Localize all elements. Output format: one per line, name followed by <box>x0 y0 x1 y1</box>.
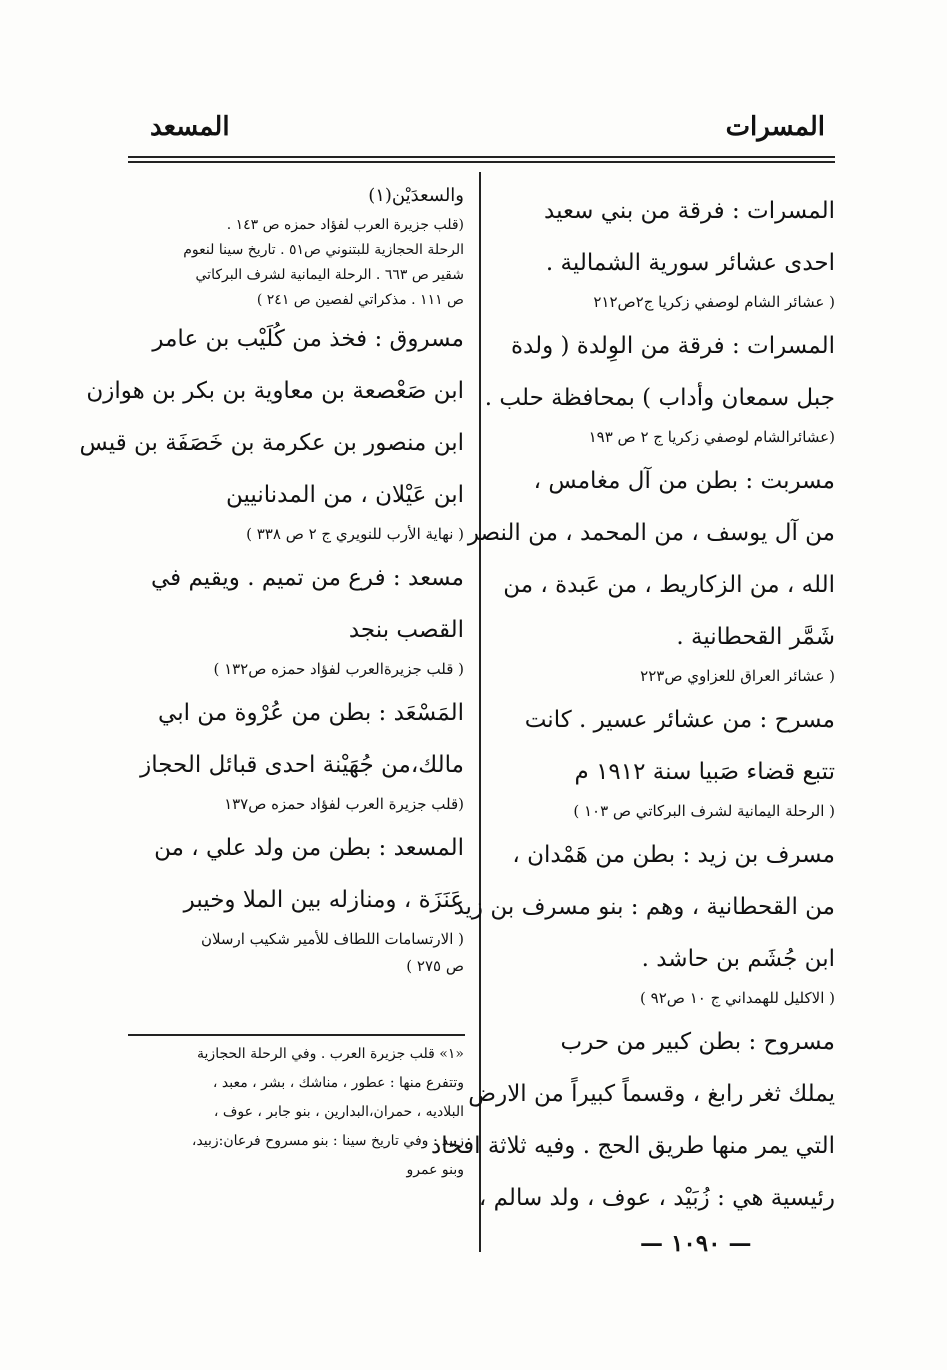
entry-source: (قلب جزيرة العرب لفؤاد حمزه ص١٣٧ <box>224 795 464 813</box>
entry-line: تتبع قضاء صَبيا سنة ١٩١٢ م <box>574 759 835 785</box>
entry-source: ( عشائر العراق للعزاوي ص٢٢٣ <box>640 667 835 685</box>
entry-line: من القحطانية ، وهم : بنو مسرف بن زيد <box>453 894 835 920</box>
entry-line: ابن صَعْصعة بن معاوية بن بكر بن هوازن <box>86 378 464 404</box>
entry-line: ابن عَيْلان ، من المدنانيين <box>225 482 464 508</box>
footnote <box>118 1040 464 1185</box>
entry-headline: مسروح : بطن كبير من حرب <box>560 1029 835 1055</box>
entry-headline: المسرات : فرقة من الوِلدة ( ولدة <box>510 333 835 359</box>
entry-line: عَنَزَة ، ومنازله بين الملا وخيبر <box>183 887 464 913</box>
footnote-line: وتتفرع منها : عطور ، مناشك ، بشر ، معبد ، <box>212 1075 464 1091</box>
entry-headline: مسروق : فخذ من كُلَيْب بن عامر <box>152 326 464 352</box>
entry-source: (عشائرالشام لوصفي زكريا ج ٢ ص ١٩٣ <box>588 428 835 446</box>
entry-line: شَمَّر القحطانية . <box>676 624 835 650</box>
header-rule-top <box>128 156 835 158</box>
entry-line: من آل يوسف ، من المحمد ، من النصر <box>467 520 835 546</box>
entry-headline: المسعد : بطن من ولد علي ، من <box>154 835 464 861</box>
entry-source: ص ٢٧٥ ) <box>406 957 464 975</box>
entry-source: ( الرحلة اليمانية لشرف البركاتي ص ١٠٣ ) <box>573 802 835 820</box>
entry-line: التي يمر منها طريق الحج . وفيه ثلاثة افخاذ <box>431 1133 835 1159</box>
entry-line: الله ، من الزكاريط ، من عَبدة ، من <box>503 572 835 598</box>
entry-source: ( نهاية الأرب للنويري ج ٢ ص ٣٣٨ ) <box>246 525 464 543</box>
entry-headline: المسرات : فرقة من بني سعيد <box>544 198 835 224</box>
header-rule-bottom <box>128 161 835 163</box>
running-header-right: المسرات <box>725 112 825 142</box>
running-header-left: المسعد <box>150 112 230 142</box>
entry-source: (قلب جزيرة العرب لفؤاد حمزه ص ١٤٣ . <box>226 217 464 233</box>
entry-headline: مسعد : فرع من تميم . ويقيم في <box>151 565 464 591</box>
entry-line: جبل سمعان وأداب ) بمحافظة حلب . <box>484 385 835 411</box>
footnote-line: وبنو عمرو <box>406 1162 464 1178</box>
entry-source: ( الارتسامات اللطاف للأمير شكيب ارسلان <box>200 930 464 948</box>
entry-headline: مسرح : من عشائر عسير . كانت <box>524 707 835 733</box>
entry-continuation: والسعدَيْن(١) <box>368 185 464 206</box>
entry-line: احدى عشائر سورية الشمالية . <box>545 250 835 276</box>
footnote-line: البلاديه ، حمران،البدارين ، بنو جابر ، عوف ، <box>213 1104 464 1120</box>
entry-headline: مسرف بن زيد : بطن من هَمْدان ، <box>512 842 835 868</box>
entry-line: ابن جُشَم بن حاشد . <box>641 946 835 972</box>
left-column <box>79 182 464 984</box>
entry-source: ( قلب جزيرةالعرب لفؤاد حمزه ص١٣٢ ) <box>213 660 464 678</box>
entry-source: ( الاكليل للهمداني ج ١٠ ص٩٢ ) <box>640 989 835 1007</box>
entry-source: الرحلة الحجازية للبتنوني ص٥١ . تاريخ سينا لنعوم <box>183 242 464 258</box>
entry-line: القصب بنجد <box>348 617 464 643</box>
entry-source: ص ١١١ . مذكراتي لفصين ص ٢٤١ ) <box>256 292 464 308</box>
entry-source: ( عشائر الشام لوصفي زكريا ج٢ص٢١٢ <box>593 293 835 311</box>
entry-line: يملك ثغر رابغ ، وقسماً كبيراً من الارض <box>468 1081 835 1107</box>
entry-headline: مسربت : بطن من آل مغامس ، <box>533 468 835 494</box>
entry-headline: المَسْعَد : بطن من عُرْوة من ابي <box>158 700 464 726</box>
entry-source: شقير ص ٦٦٣ . الرحلة اليمانية لشرف البركاتي <box>195 267 464 283</box>
entry-line: مالك،من جُهَيْنة احدى قبائل الحجاز <box>140 752 464 778</box>
entry-line: ابن منصور بن عكرمة بن خَصَفَة بن قيس <box>79 430 464 456</box>
footnote-line: «١» قلب جزيرة العرب . وفي الرحلة الحجازية <box>197 1046 464 1062</box>
entry-line: رئيسية هي : زُبَيْد ، عوف ، ولد سالم ، <box>478 1185 835 1211</box>
footnote-rule <box>128 1034 465 1036</box>
footnote-line: زبيد . وفي تاريخ سينا : بنو مسروح فرعان:زبيد، <box>191 1133 464 1149</box>
page-number: — ١٠٩٠ — <box>640 1230 752 1257</box>
